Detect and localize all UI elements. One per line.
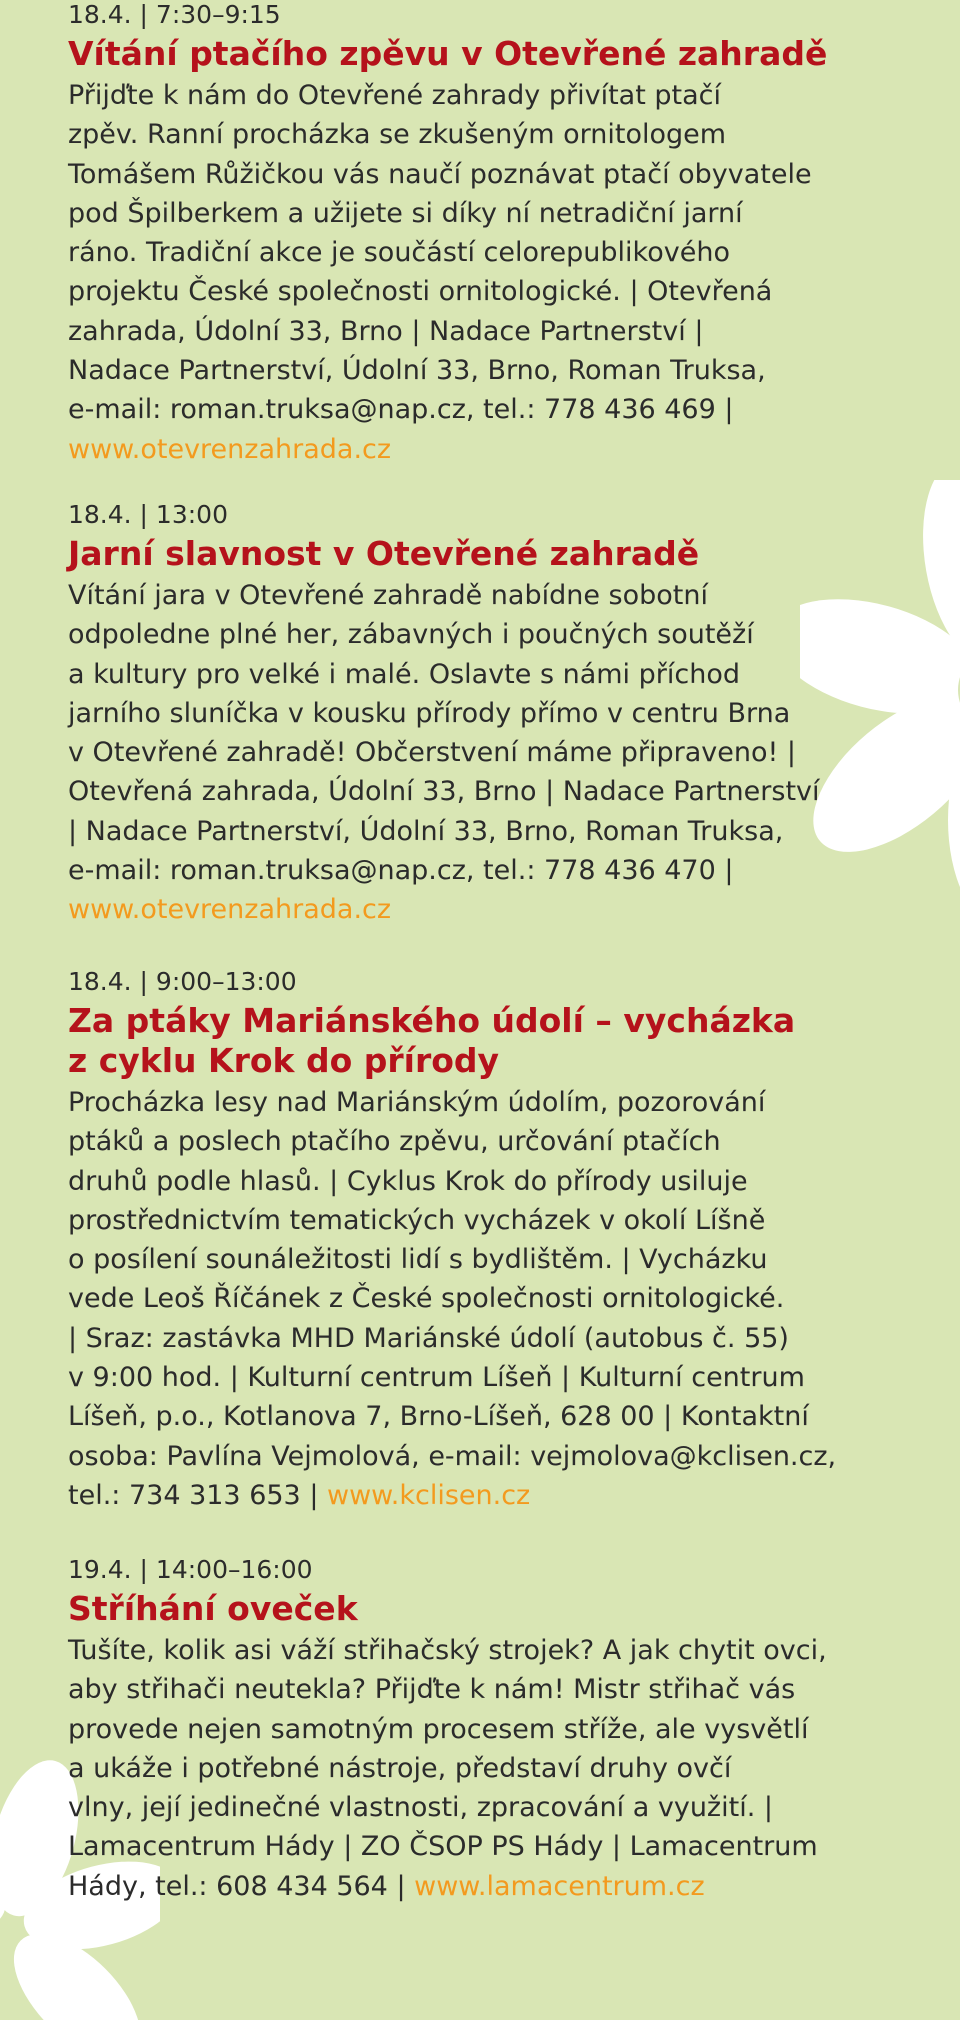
event-website-link[interactable]: www.lamacentrum.cz (414, 1870, 705, 1902)
event-date-time: 18.4. | 9:00–13:00 (68, 967, 297, 996)
event-title (68, 34, 928, 74)
event-text-line: jarního sluníčka v kousku přírody přímo v centru Brna (68, 697, 791, 729)
event-text-line: druhů podle hlasů. | Cyklus Krok do přírody usiluje (68, 1165, 748, 1197)
event-website-link[interactable]: www.otevrenzahrada.cz (68, 433, 392, 465)
event-text-line: a ukáže i potřebné nástroje, představí druhy ovčí (68, 1752, 732, 1784)
event-item (68, 500, 928, 930)
event-text-line: v 9:00 hod. | Kulturní centrum Líšeň | Kulturní centrum (68, 1362, 805, 1394)
event-link-line (68, 1867, 928, 1906)
event-text-line: zpěv. Ranní procházka se zkušeným ornitologem (68, 119, 727, 151)
event-title (68, 1589, 928, 1629)
event-text-line: projektu České společnosti ornitologické. | Otevřená (68, 276, 773, 308)
event-text-line: zahrada, Údolní 33, Brno | Nadace Partnerství | (68, 315, 704, 347)
event-description (68, 1631, 928, 1906)
event-description (68, 576, 928, 930)
event-text-line: e-mail: roman.truksa@nap.cz, tel.: 778 436 470 | (68, 855, 734, 887)
event-description (68, 1083, 928, 1515)
event-text-line: Tomášem Růžičkou vás naučí poznávat ptačí obyvatele (68, 158, 812, 190)
event-text-prefix: Hády, tel.: 608 434 564 | (68, 1870, 415, 1902)
event-text-line: vlny, její jedinečné vlastnosti, zpracování a využití. | (68, 1792, 773, 1824)
event-text-line: | Sraz: zastávka MHD Mariánské údolí (autobus č. 55) (68, 1322, 789, 1354)
event-text-line: v Otevřené zahradě! Občerstvení máme připraveno! | (68, 737, 797, 769)
event-title (68, 1001, 928, 1081)
event-date-time: 19.4. | 14:00–16:00 (68, 1555, 313, 1584)
event-text-line: osoba: Pavlína Vejmolová, e-mail: vejmolova@kclisen.cz, (68, 1440, 837, 1472)
event-text-line: vede Leoš Říčánek z České společnosti ornitologické. (68, 1283, 785, 1315)
event-text-line: Otevřená zahrada, Údolní 33, Brno | Nadace Partnerství (68, 776, 820, 808)
event-item (68, 967, 928, 1515)
event-text-line: pod Špilberkem a užijete si díky ní netradiční jarní (68, 197, 743, 229)
event-text-line: ptáků a poslech ptačího zpěvu, určování ptačích (68, 1126, 721, 1158)
event-text-line: provede nejen samotným procesem stříže, ale vysvětlí (68, 1713, 809, 1745)
event-date-time: 18.4. | 13:00 (68, 500, 228, 529)
event-date-time: 18.4. | 7:30–9:15 (68, 0, 281, 29)
event-title-line: Stříhání oveček (68, 1589, 358, 1628)
event-text-line: a kultury pro velké i malé. Oslavte s námi příchod (68, 658, 740, 690)
event-title-line: z cyklu Krok do přírody (68, 1041, 500, 1080)
event-text-line: Tušíte, kolik asi váží střihačský strojek? A jak chytit ovci, (68, 1635, 827, 1666)
event-text-line: e-mail: roman.truksa@nap.cz, tel.: 778 436 469 | (68, 394, 734, 426)
event-item (68, 0, 928, 469)
event-link-line (68, 890, 928, 929)
event-description (68, 76, 928, 469)
event-text-prefix: tel.: 734 313 653 | (68, 1479, 327, 1511)
event-text-line: Nadace Partnerství, Údolní 33, Brno, Roman Truksa, (68, 355, 766, 387)
event-text-line: prostřednictvím tematických vycházek v okolí Líšně (68, 1204, 766, 1236)
event-title-line: Jarní slavnost v Otevřené zahradě (68, 534, 700, 573)
event-text-line: Procházka lesy nad Mariánským údolím, pozorování (68, 1087, 766, 1118)
event-text-line: ráno. Tradiční akce je součástí celorepublikového (68, 237, 730, 269)
event-text-line: Vítání jara v Otevřené zahradě nabídne sobotní (68, 580, 708, 611)
event-item (68, 1555, 928, 1906)
event-text-line: Přijďte k nám do Otevřené zahrady přivítat ptačí (68, 80, 721, 111)
event-website-link[interactable]: www.otevrenzahrada.cz (68, 894, 392, 926)
event-title (68, 534, 928, 574)
event-website-link[interactable]: www.kclisen.cz (327, 1479, 531, 1511)
event-text-line: Líšeň, p.o., Kotlanova 7, Brno-Líšeň, 628 00 | Kontaktní (68, 1401, 809, 1433)
event-text-line: Lamacentrum Hády | ZO ČSOP PS Hády | Lamacentrum (68, 1831, 818, 1863)
event-title-line: Vítání ptačího zpěvu v Otevřené zahradě (68, 34, 828, 73)
event-text-line: o posílení sounáležitosti lidí s bydlištěm. | Vycházku (68, 1244, 768, 1276)
event-text-line: aby střihači neutekla? Přijďte k nám! Mistr střihač vás (68, 1674, 796, 1706)
event-link-line (68, 1476, 928, 1515)
event-link-line (68, 430, 928, 469)
event-text-line: odpoledne plné her, zábavných i poučných soutěží (68, 619, 754, 651)
event-text-line: | Nadace Partnerství, Údolní 33, Brno, Roman Truksa, (68, 815, 784, 847)
event-title-line: Za ptáky Mariánského údolí – vycházka (68, 1001, 796, 1040)
